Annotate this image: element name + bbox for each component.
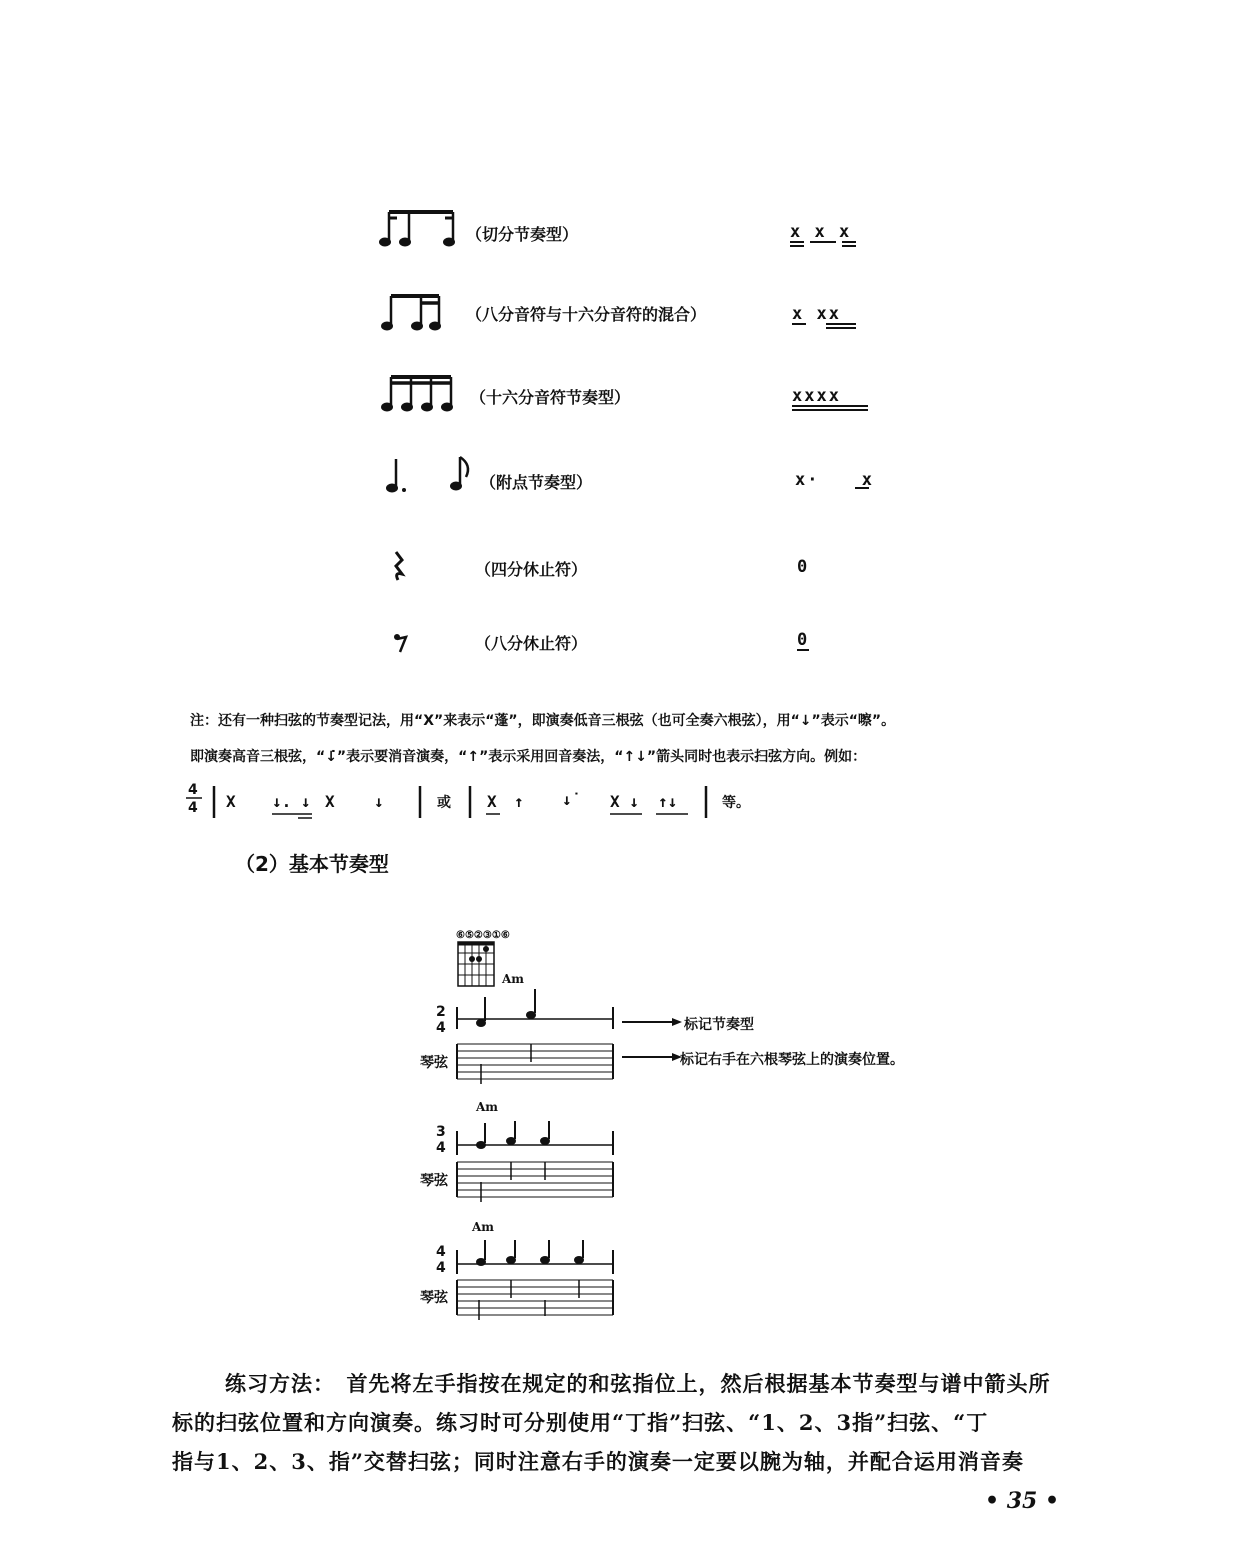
rhythm-label: （四分休止符）: [475, 560, 588, 579]
rhythm-label: （八分音符与十六分音符的混合）: [466, 305, 707, 324]
time-signature-bottom: 4: [436, 1140, 446, 1156]
time-signature-bottom: 4: [436, 1020, 446, 1036]
example-symbol: ↓. ↓: [272, 792, 311, 811]
rhythm-label: （附点节奏型）: [480, 473, 593, 492]
body-line-1: 练习方法： 首先将左手指按在规定的和弦指位上，然后根据基本节奏型与谱中箭头所: [225, 1371, 1051, 1396]
string-staff: [455, 1040, 625, 1090]
rhythm-notation: 0: [797, 557, 810, 577]
example-symbol: X: [487, 792, 497, 811]
example-symbol: X: [226, 792, 236, 811]
notation-underline: [797, 648, 817, 656]
section-heading: （2）基本节奏型: [235, 852, 389, 876]
staff-label: 琴弦: [420, 1055, 448, 1071]
example-symbol: ↑↓: [658, 792, 678, 811]
chord-grid-icon: [458, 942, 498, 990]
quarter-rest-icon: [390, 550, 410, 584]
rhythm-label: （十六分音符节奏型）: [470, 388, 631, 407]
note-line-2: 即演奏高音三根弦，“↓̇”表示要消音演奏，“↑”表示采用回音奏法，“↑↓”箭头同时也表示扫弦方向。例如：: [190, 749, 867, 765]
rhythm-notation: x· x: [795, 470, 874, 490]
notation-underline: [790, 240, 870, 250]
annotation-rhythm: 标记节奏型: [684, 1017, 754, 1033]
body-line-2: 标的扫弦位置和方向演奏。练习时可分别使用“丁指”扫弦、“1、2、3指”扫弦、“丁: [172, 1410, 989, 1435]
string-staff: [455, 1276, 625, 1326]
string-staff: [455, 1158, 625, 1208]
page-number: • 35 •: [985, 1488, 1060, 1514]
example-symbol: X ↓: [610, 792, 639, 811]
notation-underline: [792, 404, 872, 414]
rhythm-label: （切分节奏型）: [466, 225, 579, 244]
eighth-rest-icon: [392, 632, 412, 656]
time-signature-top: 4: [188, 782, 198, 798]
notation-underline: [792, 322, 872, 332]
rhythm-label: （八分休止符）: [475, 634, 588, 653]
or-text: 或: [437, 795, 451, 811]
fret-numbers: ⑥⑤②③①⑥: [456, 930, 510, 941]
body-line-3: 指与1、2、3、指”交替扫弦；同时注意右手的演奏一定要以腕为轴，并配合运用消音奏: [172, 1449, 1024, 1474]
time-signature-top: 4: [436, 1244, 446, 1260]
rhythm-staff: [455, 1234, 625, 1274]
chord-name: Am: [472, 1220, 495, 1234]
rhythm-notation: 0: [797, 630, 810, 650]
staff-label: 琴弦: [420, 1173, 448, 1189]
time-signature-top: 2: [436, 1004, 446, 1020]
example-symbol: ↓: [374, 792, 384, 811]
example-symbol: X: [325, 792, 335, 811]
rhythm-staff: [455, 1115, 625, 1155]
chord-name: Am: [476, 1100, 499, 1114]
rhythm-staff: [455, 995, 625, 1035]
time-signature-top: 3: [436, 1124, 446, 1140]
syncopation-note-icon: [383, 208, 463, 248]
example-symbol: ↓̇: [562, 790, 572, 809]
example-symbol: ↑: [514, 792, 524, 811]
eighth-sixteenth-mix-icon: [383, 292, 463, 332]
sixteenth-notes-icon: [383, 373, 468, 415]
arrow-icon: [622, 1051, 682, 1063]
staff-label: 琴弦: [420, 1290, 448, 1306]
time-signature-bottom: 4: [436, 1260, 446, 1276]
notation-underline: [855, 486, 875, 496]
rhythm-notation: xxxx: [792, 386, 841, 406]
dotted-note-icon: [386, 455, 476, 495]
arrow-icon: [622, 1016, 682, 1028]
chord-name: Am: [502, 972, 525, 986]
note-line-1: 注：还有一种扫弦的节奏型记法，用“X”来表示“蓬”，即演奏低音三根弦（也可全奏六根弦），用“↓”表示“嚓”。: [190, 713, 896, 729]
etc-text: 等。: [722, 795, 750, 811]
rhythm-notation: x x x: [790, 222, 852, 242]
annotation-string-position: 标记右手在六根琴弦上的演奏位置。: [680, 1052, 904, 1068]
rhythm-notation: x xx: [792, 304, 841, 324]
time-signature-bottom: 4: [188, 800, 198, 816]
